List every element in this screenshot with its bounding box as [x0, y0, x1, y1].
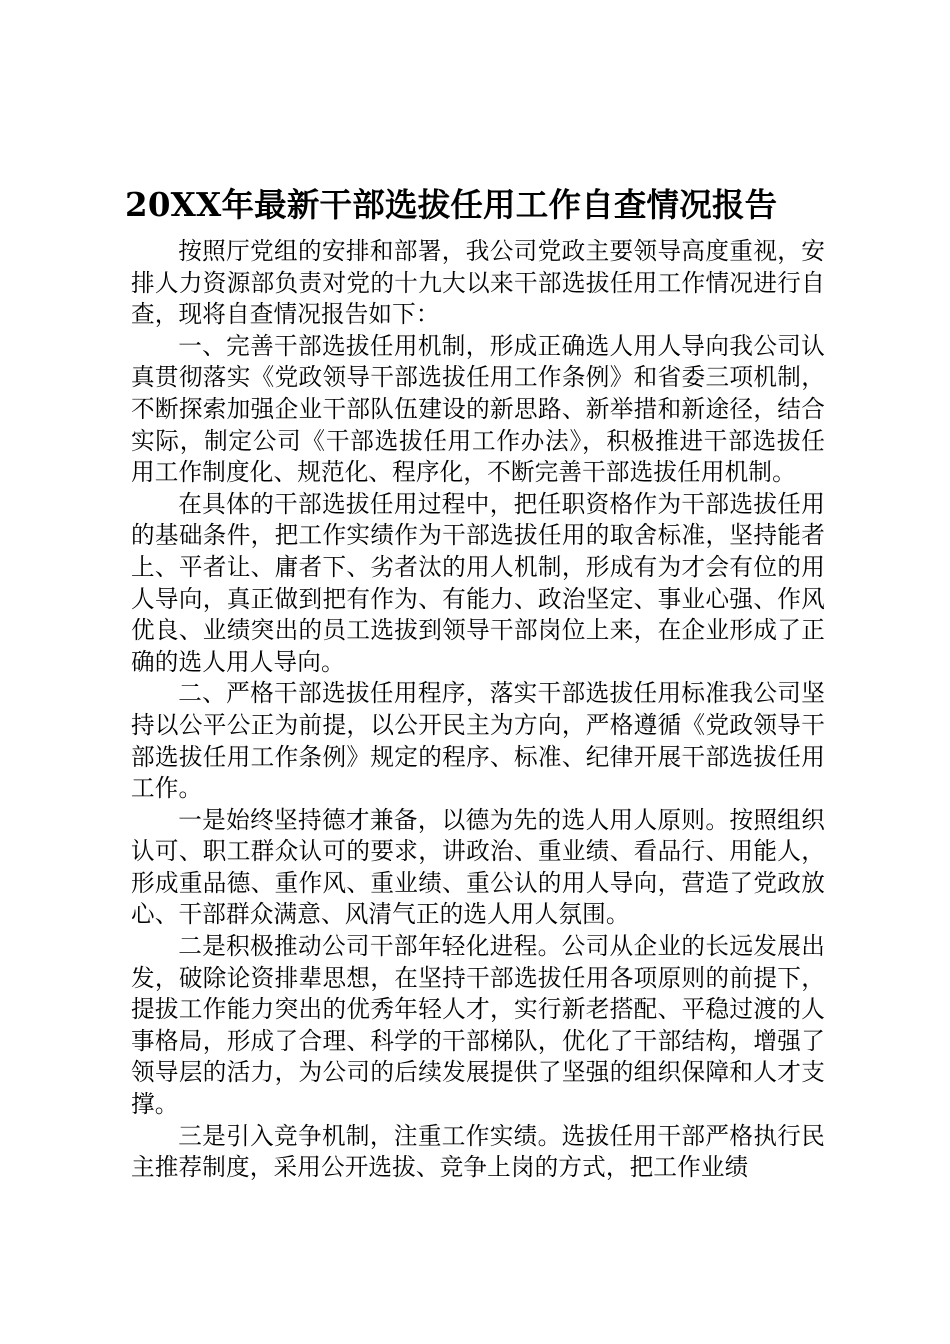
paragraph-selection-process: 在具体的干部选拔任用过程中，把任职资格作为干部选拔任用的基础条件，把工作实绩作为干部选拔任用的取舍标准，坚持能者上、平者让、庸者下、劣者汰的用人机制，形成有为才会有位的用人导向，真正做到把有作为、有能力、政治坚定、事业心强、作风优良、业绩突出的员工选拔到领导干部岗位上来，在企业形成了正确的选人用人导向。 [131, 489, 825, 676]
document-title: 20XX年最新干部选拔任用工作自查情况报告 [125, 185, 778, 224]
paragraph-point-three: 三是引入竞争机制，注重工作实绩。选拔任用干部严格执行民主推荐制度，采用公开选拔、竞争上岗的方式，把工作业绩 [131, 1121, 825, 1182]
paragraph-intro: 按照厅党组的安排和部署，我公司党政主要领导高度重视，安排人力资源部负责对党的十九大以来干部选拔任用工作情况进行自查，现将自查情况报告如下： [131, 237, 825, 329]
paragraph-section-one: 一、完善干部选拔任用机制，形成正确选人用人导向我公司认真贯彻落实《党政领导干部选拔任用工作条例》和省委三项机制，不断探索加强企业干部队伍建设的新思路、新举措和新途径，结合实际，制定公司《干部选拔任用工作办法》，积极推进干部选拔任用工作制度化、规范化、程序化，不断完善干部选拔任用机制。 [131, 331, 825, 487]
paragraph-point-two: 二是积极推动公司干部年轻化进程。公司从企业的长远发展出发，破除论资排辈思想，在坚持干部选拔任用各项原则的前提下，提拔工作能力突出的优秀年轻人才，实行新老搭配、平稳过渡的人事格局，形成了合理、科学的干部梯队，优化了干部结构，增强了领导层的活力，为公司的后续发展提供了坚强的组织保障和人才支撑。 [131, 932, 825, 1119]
document-body [125, 182, 825, 1184]
paragraph-section-two: 二、严格干部选拔任用程序，落实干部选拔任用标准我公司坚持以公平公正为前提，以公开民主为方向，严格遵循《党政领导干部选拔任用工作条例》规定的程序、标准、纪律开展干部选拔任用工作。 [131, 679, 825, 803]
paragraph-point-one: 一是始终坚持德才兼备，以德为先的选人用人原则。按照组织认可、职工群众认可的要求，讲政治、重业绩、看品行、用能人，形成重品德、重作风、重业绩、重公认的用人导向，营造了党政放心、干部群众满意、风清气正的选人用人氛围。 [131, 805, 825, 929]
